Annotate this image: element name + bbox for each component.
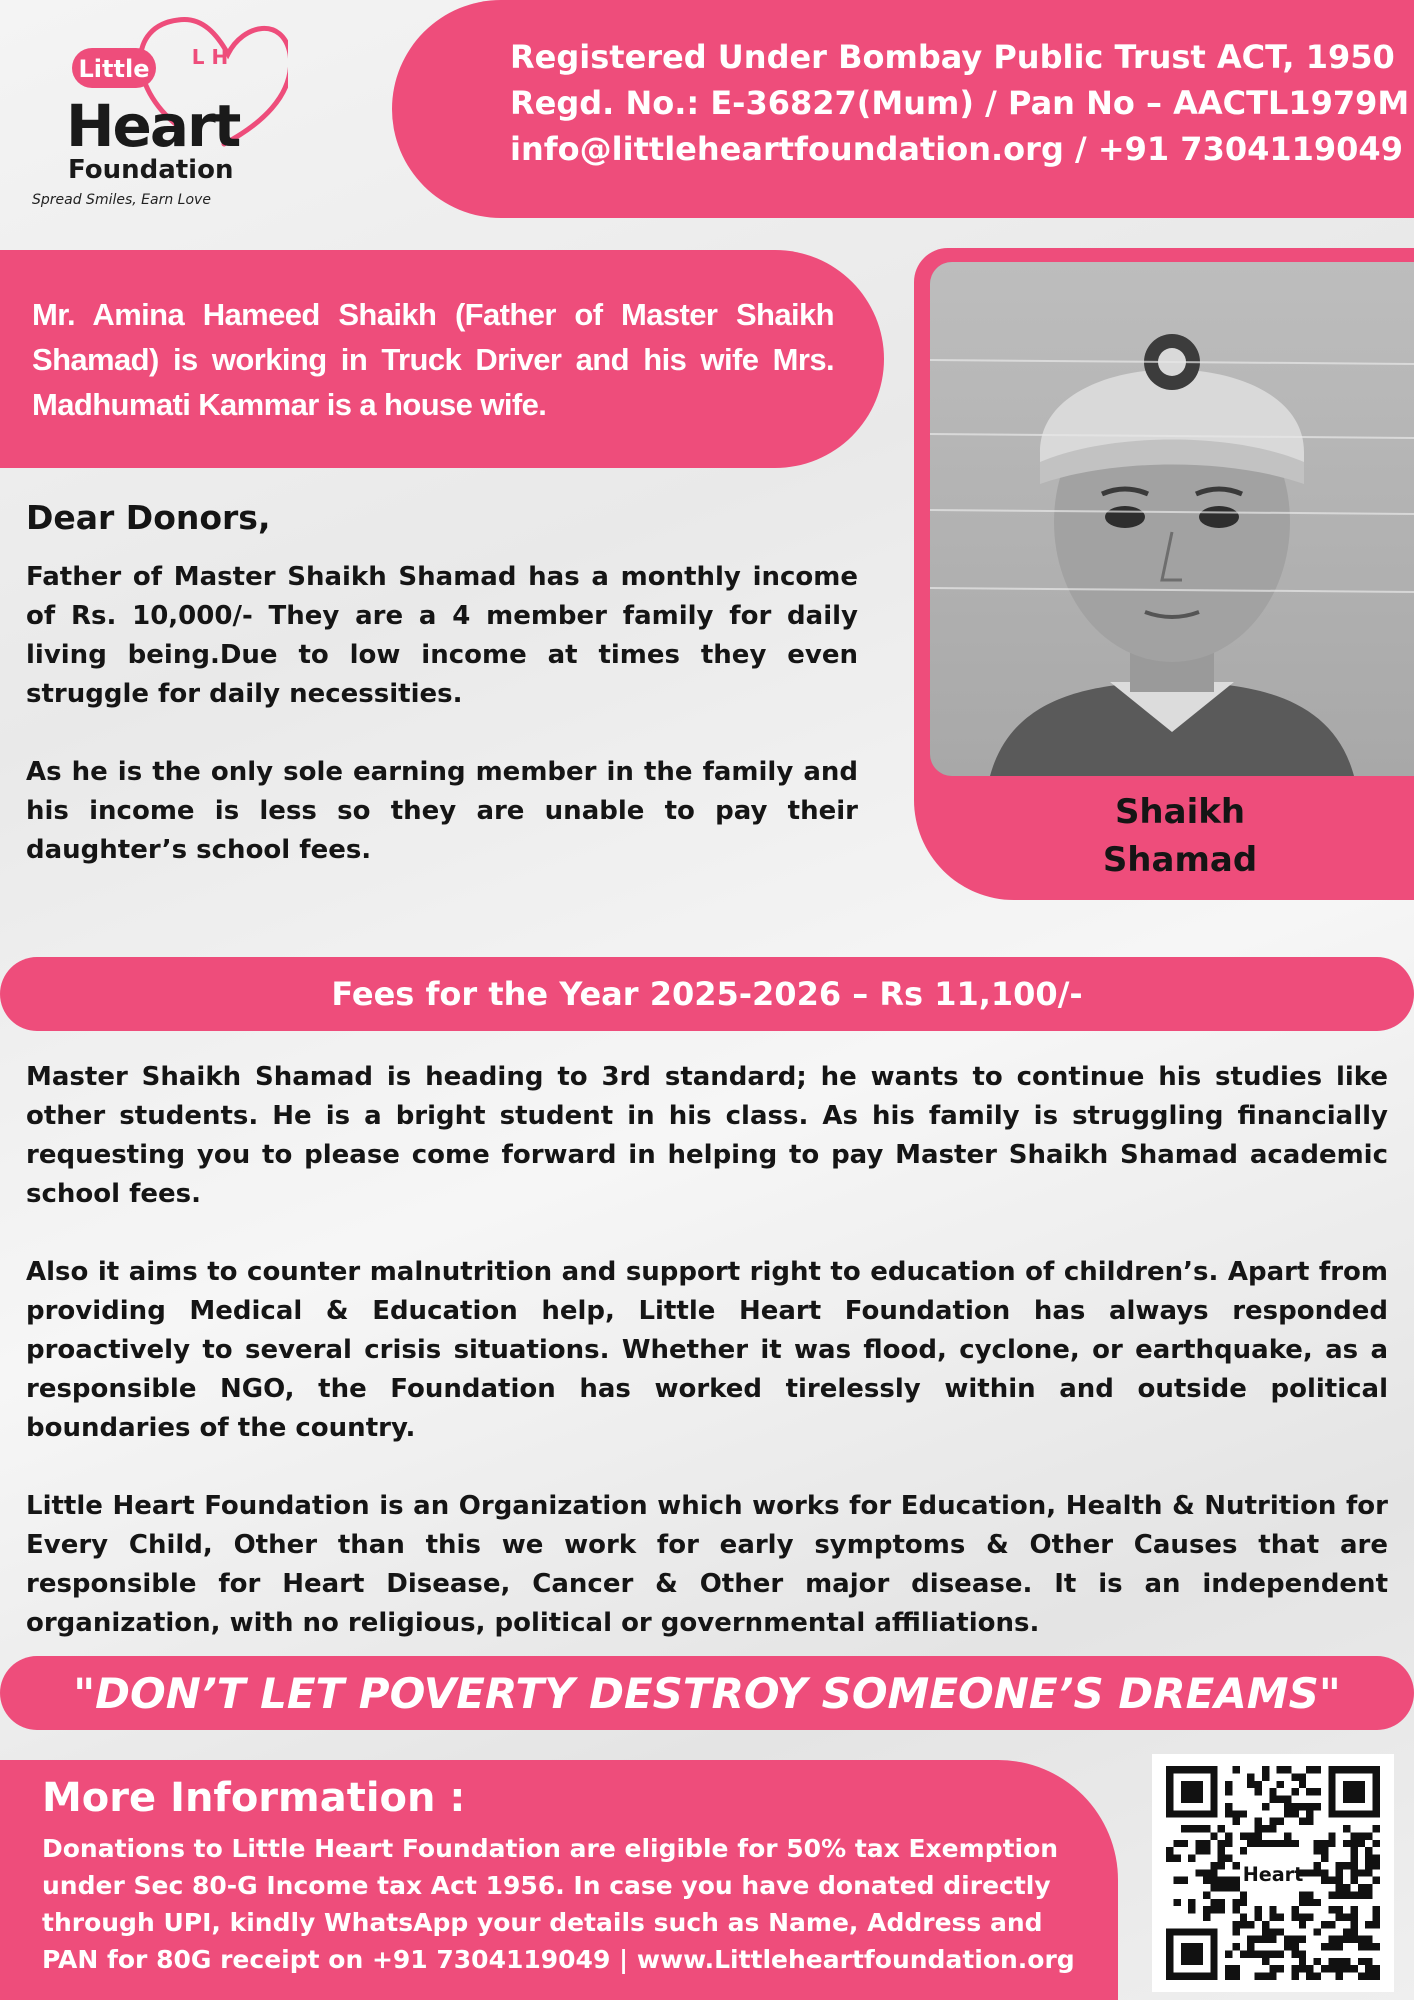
- registration-header: [392, 0, 1414, 218]
- donor-appeal: [26, 558, 858, 909]
- body-paragraph-2: Also it aims to counter malnutrition and support right to education of children’s. Apart from providing Medical & Education help, Little Heart Foundation has always responded proactively to several crisis situations. Whether it was flood, cyclone, or earthquake, as a responsible NGO, the Foundation has worked tirelessly within and outside political boundaries of the country.: [26, 1257, 1388, 1443]
- heart-logo-icon: [28, 6, 288, 216]
- foundation-logo: [28, 6, 288, 216]
- more-info-box: [0, 1760, 1118, 2000]
- registration-number: Regd. No.: E-36827(Mum) / Pan No – AACTL1979M: [510, 84, 1410, 122]
- child-name: [1000, 788, 1360, 884]
- body-paragraph-3: Little Heart Foundation is an Organization which works for Education, Health & Nutrition for Every Child, Other than this we work for early symptoms & Other Causes that are responsible for Heart Disease, Cancer & Other major disease. It is an independent organization, with no religious, political or governmental affiliations.: [26, 1491, 1388, 1638]
- qr-center-label: Heart: [1242, 1863, 1304, 1887]
- parents-info-box: [0, 250, 884, 468]
- logo-tagline: Spread Smiles, Earn Love: [32, 192, 211, 208]
- qr-code-icon: [1164, 1766, 1382, 1980]
- body-content: [26, 1058, 1388, 1682]
- slogan-banner: "DON’T LET POVERTY DESTROY SOMEONE’S DREAMS": [0, 1656, 1414, 1730]
- registration-act: Registered Under Bombay Public Trust ACT, 1950: [510, 38, 1395, 76]
- logo-heart-text: Heart: [66, 92, 240, 160]
- contact-info: info@littleheartfoundation.org / +91 7304119049: [510, 130, 1403, 168]
- donor-greeting: Dear Donors,: [26, 498, 271, 537]
- fees-banner: Fees for the Year 2025-2026 – Rs 11,100/-: [0, 957, 1414, 1031]
- logo-little-text: Little: [78, 55, 150, 83]
- child-first-name: Shaikh: [1114, 792, 1246, 832]
- parents-info-text: Mr. Amina Hameed Shaikh (Father of Master Shaikh Shamad) is working in Truck Driver and his wife Mrs. Madhumati Kammar is a house wife.: [32, 297, 834, 422]
- body-paragraph-1: Master Shaikh Shamad is heading to 3rd standard; he wants to continue his studies like other students. He is a bright student in his class. As his family is struggling financially requesting you to please come forward in helping to pay Master Shaikh Shamad academic school fees.: [26, 1062, 1388, 1209]
- donor-paragraph-1: Father of Master Shaikh Shamad has a monthly income of Rs. 10,000/- They are a 4 member family for daily living being.Due to low income at times they even struggle for daily necessities.: [26, 562, 858, 709]
- more-info-title: More Information :: [42, 1775, 466, 1821]
- child-photo: [930, 262, 1414, 776]
- more-info-text: Donations to Little Heart Foundation are eligible for 50% tax Exemption under Sec 80-G Income tax Act 1956. In case you have donated directly through UPI, kindly WhatsApp your details such as Name, Address and PAN for 80G receipt on +91 7304119049 | www.Littleheartfoundation.org: [42, 1834, 1075, 1974]
- logo-foundation-text: Foundation: [68, 155, 234, 185]
- logo-initials-text: L H: [191, 45, 229, 69]
- child-portrait-image: [930, 262, 1414, 776]
- donation-qr-code[interactable]: [1152, 1754, 1394, 1992]
- child-last-name: Shamad: [1102, 840, 1258, 880]
- donor-paragraph-2: As he is the only sole earning member in the family and his income is less so they are unable to pay their daughter’s school fees.: [26, 757, 858, 865]
